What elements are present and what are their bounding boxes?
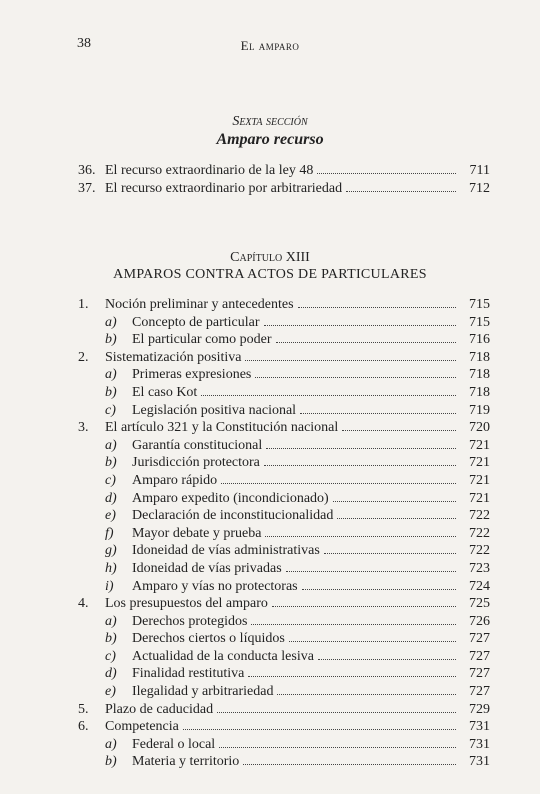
toc-entry-indent (78, 560, 132, 578)
toc-entry-indent (78, 542, 132, 560)
toc-entry-page: 721 (469, 437, 490, 453)
toc-entry-number: 3. (78, 420, 89, 436)
toc-entry-title: Ilegalidad y arbitrariedad (132, 684, 274, 700)
toc-entry-page: 718 (469, 384, 490, 400)
toc-entry-page: 722 (469, 543, 490, 559)
toc-entry (78, 506, 490, 524)
dot-leader (300, 401, 456, 414)
dot-leader (201, 383, 456, 396)
dot-leader (255, 365, 456, 378)
toc-entry-title: Actualidad de la conducta lesiva (132, 648, 314, 664)
toc-entry-indent (78, 736, 132, 754)
toc-entry (78, 179, 490, 197)
toc-entry (78, 594, 490, 612)
toc-entry-title: Garantía constitucional (132, 437, 263, 453)
toc-entry (78, 330, 490, 348)
toc-entry-page: 727 (469, 648, 490, 664)
toc-entry-indent (78, 437, 132, 455)
toc-entry (78, 752, 490, 770)
dot-leader (243, 752, 456, 765)
toc-entry-number: 1. (78, 297, 89, 312)
toc-entry-title: Amparo rápido (132, 472, 218, 488)
dot-leader (251, 612, 456, 625)
toc-entry-letter: d) (105, 666, 117, 682)
dot-leader (266, 436, 456, 449)
toc-entry-title: El recurso extraordinario de la ley 48 (105, 163, 314, 178)
toc-entry (78, 401, 490, 419)
toc-entry-indent (78, 630, 132, 648)
toc-entry-letter: b) (105, 631, 117, 647)
dot-leader (302, 577, 456, 590)
toc-entry-letter: i) (105, 578, 114, 594)
toc-entry-letter: b) (105, 384, 117, 400)
toc-entry-letter: e) (105, 508, 116, 524)
dot-leader (221, 471, 456, 484)
section-heading (0, 113, 540, 149)
toc-entry-indent (78, 507, 132, 525)
toc-entry-page: 722 (469, 525, 490, 541)
toc-entry-letter: a) (105, 437, 117, 453)
toc-entry (78, 612, 490, 630)
dot-leader (264, 453, 456, 466)
toc-entry-page: 731 (469, 754, 490, 770)
toc-entry-title: Amparo y vías no protectoras (132, 578, 298, 594)
toc-entry-letter: c) (105, 648, 116, 664)
toc-entry-title: Legislación positiva nacional (132, 402, 297, 418)
toc-entry-page: 721 (469, 490, 490, 506)
toc-entry (78, 541, 490, 559)
dot-leader (265, 524, 456, 537)
toc-entry (78, 313, 490, 331)
dot-leader (317, 161, 456, 174)
toc-entry-indent (78, 683, 132, 701)
running-title: El amparo (240, 38, 300, 53)
toc-entry-indent (78, 454, 132, 472)
toc-entry-number: 5. (78, 701, 89, 717)
toc-entry-letter: b) (105, 754, 117, 770)
toc-entry-letter: a) (105, 367, 117, 383)
toc-entry-page: 712 (469, 180, 490, 196)
toc-entry-page: 720 (469, 420, 490, 436)
toc-entry-indent (78, 490, 132, 508)
toc-entry-page: 727 (469, 684, 490, 700)
toc-entry-title: Federal o local (132, 736, 216, 752)
toc-entry-page: 729 (469, 701, 490, 717)
dot-leader (272, 594, 456, 607)
toc-entry-title: Mayor debate y prueba (132, 525, 262, 541)
toc-entry-title: Amparo expedito (incondicionado) (132, 490, 329, 506)
toc-entry-title: Noción preliminar y antecedentes (105, 297, 294, 312)
dot-leader (346, 179, 456, 192)
toc-entry (78, 489, 490, 507)
toc-entry (78, 735, 490, 753)
toc-entry-title: Concepto de particular (132, 314, 260, 330)
toc-entry-indent (78, 613, 132, 631)
toc-entry-page: 718 (469, 349, 490, 365)
dot-leader (183, 717, 456, 730)
toc-entry (78, 161, 490, 179)
toc-entry-letter: g) (105, 543, 117, 559)
toc-entry-title: El artículo 321 y la Constitución nacional (105, 420, 339, 436)
page-number: 38 (77, 36, 91, 51)
toc-entry-page: 719 (469, 402, 490, 418)
dot-leader (289, 629, 456, 642)
toc-entry-page: 715 (469, 314, 490, 330)
toc-entry-page: 726 (469, 613, 490, 629)
toc-entry-indent (78, 402, 132, 420)
toc-entry-number: 36. (78, 163, 96, 178)
dot-leader (245, 348, 456, 361)
toc-entry (78, 629, 490, 647)
dot-leader (333, 489, 456, 502)
toc-entry-page: 722 (469, 508, 490, 524)
toc-entry (78, 453, 490, 471)
section-toc-list (78, 161, 490, 196)
toc-entry-page: 731 (469, 719, 490, 735)
dot-leader (276, 330, 456, 343)
toc-entry-title: Primeras expresiones (132, 367, 252, 383)
toc-entry (78, 682, 490, 700)
toc-entry-page: 724 (469, 578, 490, 594)
toc-entry (78, 664, 490, 682)
toc-entry-title: El particular como poder (132, 332, 272, 348)
toc-entry-page: 725 (469, 596, 490, 612)
toc-entry-indent (78, 314, 132, 332)
dot-leader (219, 735, 456, 748)
toc-entry (78, 365, 490, 383)
toc-entry-page: 731 (469, 736, 490, 752)
toc-entry-page: 715 (469, 297, 490, 312)
toc-entry (78, 471, 490, 489)
toc-entry-indent (78, 384, 132, 402)
toc-entry-page: 727 (469, 666, 490, 682)
toc-entry (78, 647, 490, 665)
toc-entry-letter: f) (105, 525, 114, 541)
toc-entry-letter: d) (105, 490, 117, 506)
dot-leader (248, 664, 456, 677)
dot-leader (318, 647, 456, 660)
toc-entry-letter: a) (105, 314, 117, 330)
toc-entry (78, 717, 490, 735)
toc-entry-indent (78, 331, 132, 349)
toc-entry-letter: b) (105, 455, 117, 471)
toc-entry-indent (78, 472, 132, 490)
toc-entry-title: El recurso extraordinario por arbitrariedad (105, 180, 343, 196)
toc-entry-title: Plazo de caducidad (105, 701, 214, 717)
toc-entry-page: 721 (469, 455, 490, 471)
toc-entry (78, 348, 490, 366)
toc-entry-letter: b) (105, 332, 117, 348)
dot-leader (324, 541, 456, 554)
toc-entry-indent (78, 578, 132, 596)
dot-leader (277, 682, 456, 695)
toc-entry-letter: a) (105, 736, 117, 752)
toc-entry-title: Competencia (105, 719, 179, 735)
toc-entry-number: 4. (78, 596, 89, 612)
toc-entry-page: 718 (469, 367, 490, 383)
toc-entry-number: 2. (78, 349, 89, 365)
toc-entry-letter: c) (105, 472, 116, 488)
toc-entry-title: Sistematización positiva (105, 349, 242, 365)
toc-entry-indent (78, 525, 132, 543)
toc-entry (78, 700, 490, 718)
toc-entry-title: Materia y territorio (132, 754, 240, 770)
chapter-label: Capítulo XIII (230, 250, 310, 265)
dot-leader (286, 559, 456, 572)
dot-leader (298, 295, 456, 308)
toc-entry-title: Los presupuestos del amparo (105, 596, 268, 612)
toc-entry (78, 577, 490, 595)
toc-entry-page: 723 (469, 560, 490, 576)
chapter-title: AMPAROS CONTRA ACTOS DE PARTICULARES (113, 267, 427, 282)
toc-entry-title: El caso Kot (132, 384, 198, 400)
toc-entry-page: 716 (469, 332, 490, 348)
chapter-toc-list (78, 295, 490, 770)
dot-leader (217, 700, 456, 713)
dot-leader (342, 418, 456, 431)
chapter-heading (0, 249, 540, 283)
toc-entry-title: Finalidad restitutiva (132, 666, 245, 682)
toc-entry-letter: e) (105, 684, 116, 700)
toc-entry (78, 383, 490, 401)
toc-entry-number: 37. (78, 180, 96, 196)
toc-entry-letter: h) (105, 560, 117, 576)
toc-entry (78, 524, 490, 542)
toc-entry-title: Declaración de inconstitucionalidad (132, 508, 334, 524)
toc-entry-indent (78, 648, 132, 666)
section-title: Amparo recurso (216, 131, 324, 148)
toc-entry (78, 418, 490, 436)
toc-entry (78, 559, 490, 577)
toc-entry-indent (78, 665, 132, 683)
toc-entry-title: Idoneidad de vías privadas (132, 560, 282, 576)
toc-entry-page: 711 (469, 163, 490, 178)
toc-entry-title: Jurisdicción protectora (132, 455, 260, 471)
toc-entry-page: 727 (469, 631, 490, 647)
toc-entry-letter: c) (105, 402, 116, 418)
toc-entry-page: 721 (469, 472, 490, 488)
toc-entry-indent (78, 753, 132, 771)
toc-entry (78, 436, 490, 454)
dot-leader (337, 506, 456, 519)
toc-entry-number: 6. (78, 719, 89, 735)
toc-entry-letter: a) (105, 613, 117, 629)
toc-entry-title: Derechos protegidos (132, 613, 248, 629)
section-label: Sexta sección (232, 114, 308, 129)
toc-entry-title: Derechos ciertos o líquidos (132, 631, 285, 647)
toc-entry (78, 295, 490, 313)
toc-entry-indent (78, 366, 132, 384)
toc-entry-title: Idoneidad de vías administrativas (132, 543, 320, 559)
dot-leader (264, 313, 456, 326)
